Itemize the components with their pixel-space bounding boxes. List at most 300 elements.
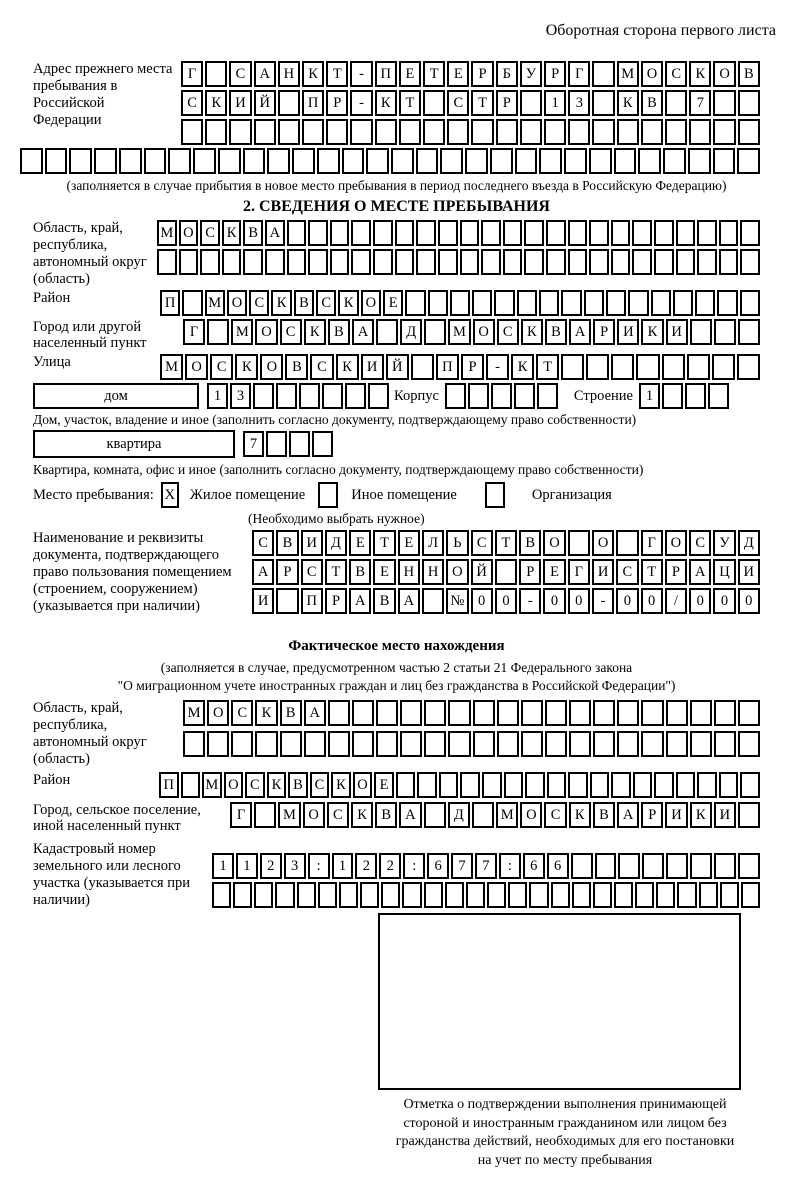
char-cell: Н xyxy=(422,559,444,585)
char-cell: Т xyxy=(325,559,347,585)
char-cell: В xyxy=(349,559,371,585)
char-cell: К xyxy=(336,354,359,380)
char-cell xyxy=(254,882,273,908)
char-cell xyxy=(318,882,337,908)
char-cell: М xyxy=(496,802,518,828)
char-cell xyxy=(482,772,502,798)
char-cell: О xyxy=(473,319,495,345)
char-cell: М xyxy=(617,61,639,87)
char-cell xyxy=(611,220,631,246)
char-cell xyxy=(222,249,242,275)
char-cell xyxy=(399,119,421,145)
char-cell xyxy=(233,882,252,908)
char-cell: И xyxy=(301,530,323,556)
char-cell xyxy=(514,383,535,409)
char-cell xyxy=(181,772,201,798)
char-row xyxy=(183,731,760,757)
char-cell xyxy=(438,249,458,275)
char-cell xyxy=(611,772,631,798)
char-cell: О xyxy=(179,220,199,246)
char-cell: И xyxy=(229,90,251,116)
char-cell xyxy=(292,148,315,174)
stroenie-label: Строение xyxy=(573,388,633,404)
char-cell xyxy=(200,249,220,275)
char-cell xyxy=(568,220,588,246)
char-cell: 1 xyxy=(236,853,258,879)
char-cell xyxy=(738,119,760,145)
ulitsa-block xyxy=(33,354,760,380)
char-cell xyxy=(322,383,343,409)
gorod-label: Город или другой населенный пункт xyxy=(33,319,147,351)
char-cell: И xyxy=(361,354,384,380)
char-cell xyxy=(697,772,717,798)
doc-label: Наименование и реквизиты документа, подтверждающего право пользования помещением (строением, сооружением) (указывается при наличии) xyxy=(33,530,232,614)
checkbox-organizatsiya xyxy=(485,482,505,508)
char-cell xyxy=(345,383,366,409)
char-cell: Й xyxy=(386,354,409,380)
char-cell: К xyxy=(255,700,277,726)
char-cell xyxy=(740,772,760,798)
char-cell: С xyxy=(665,61,687,87)
char-cell: К xyxy=(331,772,351,798)
char-cell xyxy=(546,220,566,246)
char-cell: О xyxy=(361,290,381,316)
char-cell xyxy=(472,802,494,828)
char-cell: К xyxy=(521,319,543,345)
char-cell xyxy=(342,148,365,174)
char-cell xyxy=(339,882,358,908)
char-cell xyxy=(738,90,760,116)
char-cell xyxy=(654,220,674,246)
char-row xyxy=(160,354,760,380)
char-cell xyxy=(205,61,227,87)
char-cell xyxy=(524,220,544,246)
char-cell xyxy=(326,119,348,145)
char-cell xyxy=(229,119,251,145)
char-cell xyxy=(712,354,735,380)
char-cell xyxy=(207,731,229,757)
char-cell xyxy=(411,354,434,380)
char-cell: 1 xyxy=(639,383,660,409)
char-cell: А xyxy=(254,61,276,87)
char-cell xyxy=(491,383,512,409)
char-cell xyxy=(595,853,617,879)
char-cell: К xyxy=(302,61,324,87)
char-cell xyxy=(545,731,567,757)
char-cell xyxy=(714,853,736,879)
char-cell xyxy=(317,148,340,174)
char-cell: № xyxy=(446,588,468,614)
gorod2-label: Город, сельское поселение, иной населенный пункт xyxy=(33,802,201,834)
char-row xyxy=(212,853,760,879)
char-cell xyxy=(205,119,227,145)
char-cell xyxy=(350,119,372,145)
char-cell: М xyxy=(448,319,470,345)
char-cell xyxy=(423,119,445,145)
char-cell xyxy=(662,354,685,380)
char-row xyxy=(252,530,760,556)
char-cell xyxy=(714,319,736,345)
char-cell xyxy=(539,290,559,316)
char-cell xyxy=(328,731,350,757)
char-cell: С xyxy=(316,290,336,316)
char-cell: О xyxy=(641,61,663,87)
section2-title: 2. СВЕДЕНИЯ О МЕСТЕ ПРЕБЫВАНИЯ xyxy=(243,198,550,215)
char-cell xyxy=(593,700,615,726)
char-cell xyxy=(45,148,68,174)
char-cell xyxy=(254,119,276,145)
char-cell: Ь xyxy=(446,530,468,556)
char-cell xyxy=(395,220,415,246)
char-cell xyxy=(628,290,648,316)
oblast2-rows xyxy=(183,700,760,757)
char-cell: - xyxy=(350,61,372,87)
stamp-caption-line: гражданства действий, необходимых для его постановки xyxy=(395,1134,735,1149)
char-cell xyxy=(520,90,542,116)
char-cell xyxy=(396,772,416,798)
char-cell xyxy=(699,882,718,908)
char-cell xyxy=(473,700,495,726)
char-cell xyxy=(515,148,538,174)
char-cell xyxy=(20,148,43,174)
char-cell: 6 xyxy=(523,853,545,879)
char-cell xyxy=(417,772,437,798)
char-cell xyxy=(376,319,398,345)
char-cell: - xyxy=(592,588,614,614)
char-cell: И xyxy=(252,588,274,614)
char-cell: С xyxy=(245,772,265,798)
char-row xyxy=(160,290,760,316)
char-cell: 6 xyxy=(547,853,569,879)
char-cell: К xyxy=(511,354,534,380)
char-cell: О xyxy=(592,530,614,556)
char-cell xyxy=(614,882,633,908)
kvartira-line xyxy=(33,430,760,458)
char-cell: 0 xyxy=(616,588,638,614)
char-cell xyxy=(592,119,614,145)
char-cell xyxy=(547,772,567,798)
char-cell: И xyxy=(666,319,688,345)
oblast-block xyxy=(33,220,760,288)
char-cell: В xyxy=(328,319,350,345)
char-cell: 0 xyxy=(495,588,517,614)
raion-block xyxy=(33,290,760,316)
char-cell xyxy=(218,148,241,174)
char-cell xyxy=(231,731,253,757)
char-cell: Т xyxy=(399,90,421,116)
char-cell xyxy=(395,249,415,275)
char-cell xyxy=(592,90,614,116)
page-corner-note: Оборотная сторона первого листа xyxy=(545,22,776,39)
char-cell xyxy=(521,700,543,726)
char-cell: - xyxy=(519,588,541,614)
char-cell: Г xyxy=(230,802,252,828)
char-cell xyxy=(606,290,626,316)
char-cell: О xyxy=(255,319,277,345)
char-cell xyxy=(714,731,736,757)
kvartira-note: Квартира, комната, офис и иное (заполнить согласно документу, подтверждающему право собственности) xyxy=(33,462,644,477)
char-cell xyxy=(593,731,615,757)
char-cell xyxy=(589,220,609,246)
char-cell: Р xyxy=(519,559,541,585)
char-cell: 0 xyxy=(471,588,493,614)
char-cell xyxy=(490,148,513,174)
char-cell xyxy=(697,220,717,246)
char-cell: Й xyxy=(471,559,493,585)
char-cell xyxy=(520,119,542,145)
char-cell xyxy=(450,290,470,316)
char-cell: - xyxy=(350,90,372,116)
char-cell: Р xyxy=(593,319,615,345)
char-cell: С xyxy=(689,530,711,556)
char-cell xyxy=(569,731,591,757)
char-cell xyxy=(687,354,710,380)
char-cell: Г xyxy=(641,530,663,556)
char-cell xyxy=(740,290,760,316)
char-row xyxy=(243,431,333,457)
char-cell: У xyxy=(520,61,542,87)
char-cell xyxy=(654,249,674,275)
char-row xyxy=(20,148,760,174)
char-cell xyxy=(448,700,470,726)
char-cell: А xyxy=(265,220,285,246)
char-cell: В xyxy=(285,354,308,380)
char-cell: М xyxy=(183,700,205,726)
char-cell xyxy=(424,802,446,828)
char-cell: О xyxy=(260,354,283,380)
char-row xyxy=(157,220,760,246)
char-cell xyxy=(568,119,590,145)
char-cell xyxy=(181,119,203,145)
char-cell xyxy=(289,431,310,457)
char-cell xyxy=(537,383,558,409)
char-cell xyxy=(351,220,371,246)
char-cell xyxy=(287,249,307,275)
char-cell xyxy=(193,148,216,174)
char-cell: М xyxy=(205,290,225,316)
char-cell: С xyxy=(210,354,233,380)
char-cell: 2 xyxy=(379,853,401,879)
char-cell xyxy=(616,530,638,556)
oblast2-block xyxy=(33,700,760,768)
char-cell xyxy=(460,249,480,275)
char-cell xyxy=(503,249,523,275)
char-cell: Д xyxy=(448,802,470,828)
char-cell xyxy=(308,249,328,275)
char-cell: И xyxy=(592,559,614,585)
char-cell xyxy=(276,588,298,614)
char-cell xyxy=(689,119,711,145)
char-cell: Е xyxy=(349,530,371,556)
char-cell xyxy=(551,882,570,908)
char-cell xyxy=(720,882,739,908)
char-cell xyxy=(641,700,663,726)
char-cell: В xyxy=(545,319,567,345)
char-cell: К xyxy=(222,220,242,246)
char-cell xyxy=(719,249,739,275)
char-cell xyxy=(524,249,544,275)
char-cell: 0 xyxy=(543,588,565,614)
char-cell: К xyxy=(304,319,326,345)
char-cell xyxy=(539,148,562,174)
char-cell xyxy=(546,249,566,275)
char-cell xyxy=(685,383,706,409)
char-cell xyxy=(568,772,588,798)
char-cell xyxy=(438,220,458,246)
char-cell xyxy=(440,148,463,174)
char-cell xyxy=(445,882,464,908)
char-cell: О xyxy=(713,61,735,87)
char-cell: В xyxy=(641,90,663,116)
char-cell: И xyxy=(714,802,736,828)
char-cell: О xyxy=(227,290,247,316)
kvartira-box-label: квартира xyxy=(33,430,235,458)
char-cell xyxy=(481,249,501,275)
char-cell xyxy=(254,802,276,828)
char-cell xyxy=(544,119,566,145)
kadastr-rows xyxy=(212,853,760,908)
char-cell: 7 xyxy=(689,90,711,116)
char-cell: Д xyxy=(400,319,422,345)
char-cell xyxy=(617,700,639,726)
char-cell xyxy=(375,119,397,145)
char-cell xyxy=(276,383,297,409)
char-cell: К xyxy=(617,90,639,116)
char-cell xyxy=(666,700,688,726)
char-cell xyxy=(472,290,492,316)
char-cell xyxy=(508,882,527,908)
char-cell xyxy=(267,148,290,174)
raion2-block xyxy=(33,772,760,798)
char-cell: И xyxy=(617,319,639,345)
char-cell: Н xyxy=(398,559,420,585)
char-cell: С xyxy=(310,772,330,798)
char-cell xyxy=(589,249,609,275)
char-cell: М xyxy=(157,220,177,246)
char-cell: Н xyxy=(278,61,300,87)
kadastr-block xyxy=(33,841,760,911)
char-cell xyxy=(635,882,654,908)
char-cell: Р xyxy=(471,61,493,87)
stamp-caption xyxy=(365,1096,765,1170)
char-cell xyxy=(738,319,760,345)
gorod-block xyxy=(33,319,760,351)
char-cell xyxy=(308,220,328,246)
char-cell: Р xyxy=(665,559,687,585)
char-cell xyxy=(521,731,543,757)
char-cell xyxy=(400,731,422,757)
char-cell xyxy=(460,772,480,798)
char-cell: 1 xyxy=(207,383,228,409)
char-cell xyxy=(448,731,470,757)
char-cell xyxy=(517,290,537,316)
mesto-note: (Необходимо выбрать нужное) xyxy=(248,511,425,526)
char-cell xyxy=(304,731,326,757)
char-cell xyxy=(561,354,584,380)
char-cell xyxy=(638,148,661,174)
stamp-caption-line: Отметка о подтверждении выполнения принимающей xyxy=(403,1097,727,1112)
char-cell xyxy=(69,148,92,174)
char-cell: 0 xyxy=(568,588,590,614)
char-row xyxy=(252,559,760,585)
checkbox-inoe xyxy=(318,482,338,508)
char-cell: В xyxy=(280,700,302,726)
char-cell xyxy=(497,731,519,757)
char-cell: 2 xyxy=(260,853,282,879)
char-cell xyxy=(471,119,493,145)
char-cell xyxy=(617,119,639,145)
char-cell: О xyxy=(543,530,565,556)
factual-note-1: (заполняется в случае, предусмотренном частью 2 статьи 21 Федерального закона xyxy=(160,660,633,675)
char-cell xyxy=(572,882,591,908)
char-row xyxy=(157,249,760,275)
char-cell: 0 xyxy=(689,588,711,614)
char-cell: М xyxy=(202,772,222,798)
char-cell xyxy=(503,220,523,246)
char-cell xyxy=(275,882,294,908)
char-cell xyxy=(564,148,587,174)
char-row xyxy=(252,588,760,614)
option-organizatsiya-label: Организация xyxy=(531,487,612,503)
char-cell xyxy=(376,700,398,726)
char-cell xyxy=(351,249,371,275)
char-cell xyxy=(663,148,686,174)
char-cell: К xyxy=(375,90,397,116)
char-row xyxy=(230,802,760,828)
char-cell: С xyxy=(327,802,349,828)
char-row xyxy=(183,700,760,726)
mesto-label: Место пребывания: xyxy=(33,487,154,503)
char-cell xyxy=(676,249,696,275)
char-cell xyxy=(373,220,393,246)
char-cell: Р xyxy=(326,90,348,116)
char-cell xyxy=(666,853,688,879)
char-cell xyxy=(496,119,518,145)
char-cell: С xyxy=(229,61,251,87)
factual-note-2: "О миграционном учете иностранных граждан и лиц без гражданства в Российской Федерации") xyxy=(117,678,676,693)
char-cell: 1 xyxy=(332,853,354,879)
char-cell: Л xyxy=(422,530,444,556)
char-cell xyxy=(713,148,736,174)
char-cell xyxy=(690,731,712,757)
char-cell xyxy=(368,383,389,409)
char-cell xyxy=(352,700,374,726)
char-cell: Р xyxy=(496,90,518,116)
char-cell: Т xyxy=(536,354,559,380)
char-cell: В xyxy=(519,530,541,556)
char-cell xyxy=(278,90,300,116)
char-cell xyxy=(688,148,711,174)
char-cell: К xyxy=(205,90,227,116)
dom-box-label: дом xyxy=(33,383,199,409)
char-cell: С xyxy=(616,559,638,585)
char-cell: 6 xyxy=(427,853,449,879)
char-cell xyxy=(738,700,760,726)
char-cell xyxy=(439,772,459,798)
char-cell: Т xyxy=(641,559,663,585)
char-row xyxy=(183,319,760,345)
char-cell xyxy=(447,119,469,145)
char-cell: С xyxy=(544,802,566,828)
char-cell xyxy=(632,249,652,275)
char-cell xyxy=(352,731,374,757)
char-cell xyxy=(614,148,637,174)
char-cell: К xyxy=(271,290,291,316)
char-cell: А xyxy=(399,802,421,828)
char-cell xyxy=(424,731,446,757)
char-cell xyxy=(243,249,263,275)
char-cell: 2 xyxy=(355,853,377,879)
